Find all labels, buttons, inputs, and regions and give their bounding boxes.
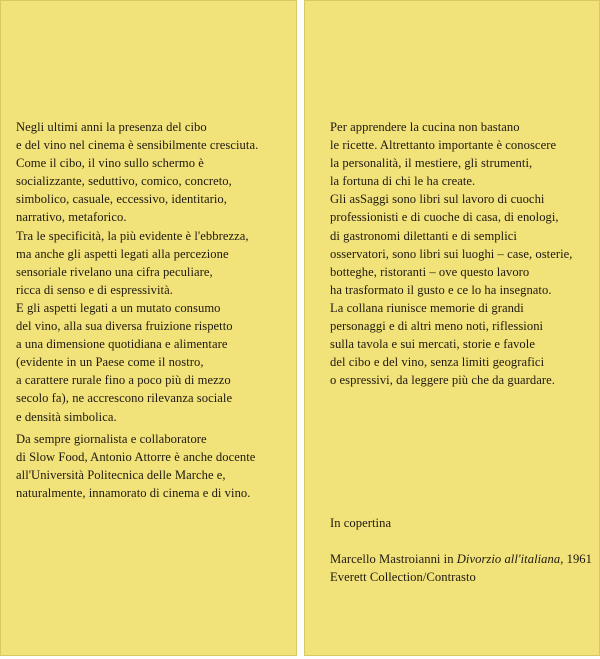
- bio-line: Da sempre giornalista e collaboratore: [16, 432, 207, 446]
- cover-actor: Marcello Mastroianni in: [330, 552, 457, 567]
- cover-credit-heading: In copertina: [330, 516, 392, 530]
- series-line: sulla tavola e sui mercati, storie e favole: [330, 337, 535, 352]
- description-line: (evidente in un Paese come il nostro,: [16, 355, 204, 370]
- description-line: sensoriale rivelano una cifra peculiare,: [16, 264, 213, 279]
- bio-line: di Slow Food, Antonio Attorre è anche docente: [16, 450, 256, 465]
- description-line: ma anche gli aspetti legati alla percezione: [16, 246, 229, 261]
- description-line: secolo fa), ne accrescono rilevanza sociale: [16, 391, 233, 406]
- series-line: Per apprendere la cucina non bastano: [330, 120, 520, 134]
- description-line: a carattere rurale fino a poco più di mezzo: [16, 373, 231, 388]
- series-line: personaggi e di altri meno noti, riflessioni: [330, 319, 544, 334]
- series-line: la personalità, il mestiere, gli strumenti,: [330, 156, 533, 171]
- description-line: simbolico, casuale, eccessivo, identitario,: [16, 192, 227, 207]
- series-description: [330, 118, 573, 389]
- description-line: Negli ultimi anni la presenza del cibo: [16, 120, 207, 134]
- bio-line: naturalmente, innamorato di cinema e di vino.: [16, 486, 251, 501]
- series-line: botteghe, ristoranti – ove questo lavoro: [330, 264, 530, 279]
- cover-film-title: Divorzio all'italiana: [456, 552, 561, 567]
- description-line: a una dimensione quotidiana e alimentare: [16, 337, 228, 352]
- series-line: Gli asSaggi sono libri sul lavoro di cuochi: [330, 192, 545, 207]
- description-line: Come il cibo, il vino sullo schermo è: [16, 156, 204, 171]
- description-line: narrativo, metaforico.: [16, 210, 127, 225]
- description-line: ricca di senso e di espressività.: [16, 282, 173, 297]
- description-line: socializzante, seduttivo, comico, concreto,: [16, 174, 232, 189]
- description-line: E gli aspetti legati a un mutato consumo: [16, 300, 221, 315]
- series-line: le ricette. Altrettanto importante è conoscere: [330, 138, 557, 153]
- series-line: ha trasformato il gusto e ce lo ha insegnato.: [330, 282, 552, 297]
- author-bio: [16, 430, 255, 502]
- cover-credit: [330, 514, 592, 586]
- cover-year: , 1961: [560, 552, 593, 567]
- series-line: del cibo e del vino, senza limiti geografici: [330, 355, 545, 370]
- description-line: Tra le specificità, la più evidente è l'ebbrezza,: [16, 228, 249, 243]
- description-line: e densità simbolica.: [16, 409, 117, 424]
- description-line: del vino, alla sua diversa fruizione rispetto: [16, 319, 233, 334]
- series-line: di gastronomi dilettanti e di semplici: [330, 228, 517, 243]
- series-line: o espressivi, da leggere più che da guardare.: [330, 373, 555, 388]
- series-line: osservatori, sono libri sui luoghi – case, osterie,: [330, 246, 573, 261]
- cover-photo-source: Everett Collection/Contrasto: [330, 570, 476, 585]
- series-line: la fortuna di chi le ha create.: [330, 174, 476, 189]
- fold-gutter: [297, 0, 304, 659]
- wine-cinema-description: [16, 118, 258, 426]
- series-line: professionisti e di cuoche di casa, di enologi,: [330, 210, 559, 225]
- cover-credit-line: [330, 550, 592, 568]
- series-line: La collana riunisce memorie di grandi: [330, 300, 524, 315]
- credit-spacer: [330, 532, 592, 550]
- bio-line: all'Università Politecnica delle Marche e,: [16, 468, 226, 483]
- description-line: e del vino nel cinema è sensibilmente cresciuta.: [16, 138, 259, 153]
